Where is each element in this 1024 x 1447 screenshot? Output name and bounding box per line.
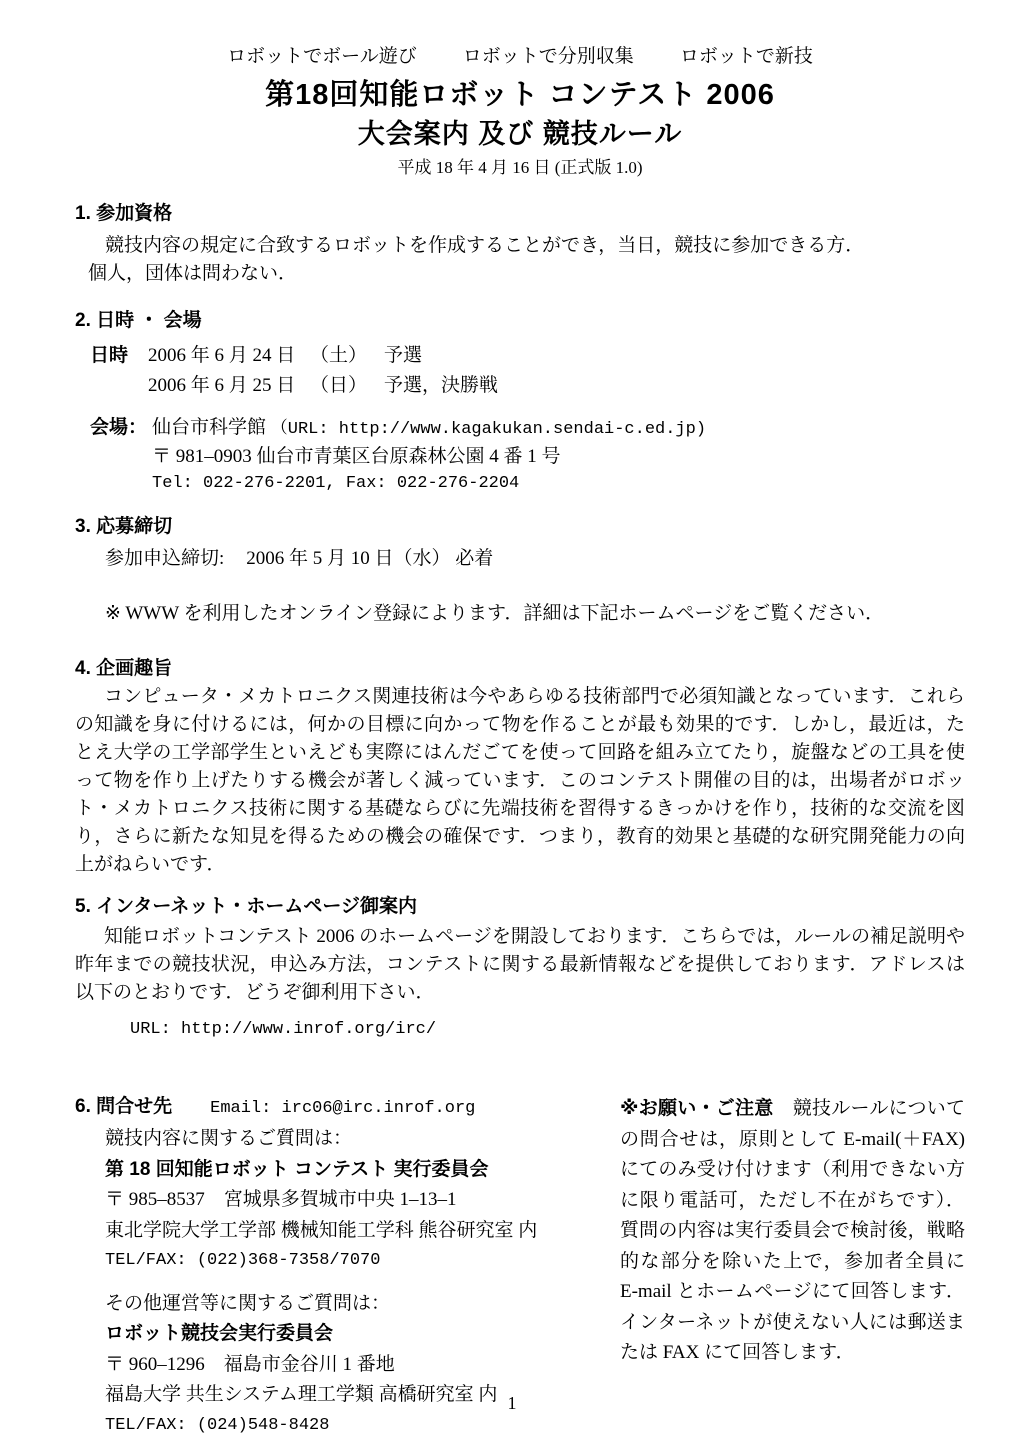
document-title: 第18回知能ロボット コンテスト 2006 (265, 79, 775, 111)
tagline (75, 46, 965, 68)
contact2-address1: 〒 960–1296 福島市金谷川 1 番地 (105, 1353, 395, 1375)
venue-block (90, 414, 965, 497)
datetime-row-1 (90, 341, 965, 371)
venue-name-line (152, 414, 706, 443)
tagline-phrase-3: ロボットで新技 (679, 46, 813, 67)
contact2-intro: その他運営等に関するご質問は： (105, 1292, 391, 1314)
contact-gap (75, 1277, 620, 1289)
contact2-address2: 福島大学 共生システム理工学類 高橋研究室 内 (105, 1384, 498, 1405)
deadline-value: 2006 年 5 月 10 日（水） 必着 (246, 548, 494, 569)
section1-heading: 1. 参加資格 (75, 203, 173, 224)
datetime-block (90, 341, 965, 401)
registration-note: ※ WWW を利用したオンライン登録によります．詳細は下記ホームページをご覧ください． (105, 603, 885, 624)
contact-column (75, 1092, 620, 1441)
contact1-intro: 競技内容に関するご質問は： (105, 1128, 353, 1149)
notice-text: 競技ルールについての問合せは，原則として E-mail(＋FAX) にてのみ受け付けます（利用できない方に限り電話可，ただし不在がちです）．質問の内容は実行委員会で検討後，戦略的な部分を除いた上で，参加者全員に E-mail とホームページにて回答します．インターネットが使えない人には郵送または FAX にて回答します． (620, 1098, 965, 1363)
contest-url: URL: http://www.inrof.org/irc/ (130, 1020, 437, 1039)
contact-email: Email: irc06@irc.inrof.org (210, 1099, 476, 1118)
datetime-row-2 (90, 371, 965, 401)
event-2: 予選，決勝戦 (384, 375, 499, 396)
tagline-phrase-2: ロボットで分別収集 (462, 46, 634, 67)
contact2-organization: ロボット競技会実行委員会 (105, 1323, 334, 1344)
deadline-label: 参加申込締切: (105, 548, 225, 569)
section1-line2: 個人，団体は問わない． (88, 263, 298, 284)
contact-block-1 (105, 1124, 620, 1277)
event-1: 予選 (384, 345, 423, 366)
weekday-1: （土） (310, 345, 368, 366)
venue-url: （URL: http://www.kagakukan.sendai-c.ed.jp) (270, 420, 707, 439)
date-2: 2006 年 6 月 25 日 (148, 375, 296, 396)
section5-heading: 5. インターネット・ホームページ御案内 (75, 896, 418, 917)
purpose-paragraph: コンピュータ・メカトロニクス関連技術は今やあらゆる技術部門で必須知識となっています．これらの知識を身に付けるには，何かの目標に向かって物を作ることが最も効果的です．しかし，最近は，たとえ大学の工学部学生といえども実際にはんだごてを使って回路を組み立てたり，旋盤などの工具を使って物を作り上げたりする機会が著しく減っています．このコンテスト開催の目的は，出場者がロボット・メカトロニクス技術に関する基礎ならびに先端技術を習得するきっかけを作り，技術的な交流を図り，さらに新たな知見を得るための機会の確保です．つまり，教育的効果と基礎的な研究開発能力の向上がねらいです． (75, 686, 965, 875)
section1-line1: 競技内容の規定に合致するロボットを作成することができ，当日，競技に参加できる方． (105, 235, 865, 256)
deadline-line (105, 545, 965, 573)
section6-heading: 6. 問合せ先 (75, 1096, 173, 1117)
date-1: 2006 年 6 月 24 日 (148, 345, 296, 366)
venue-label: 会場： (90, 417, 148, 438)
page-number: 1 (507, 1393, 517, 1413)
notice-paragraph (620, 1094, 965, 1369)
homepage-paragraph: 知能ロボットコンテスト 2006 のホームページを開設しております．こちらでは，ルールの補足説明や昨年までの競技状況，申込み方法，コンテストに関する最新情報などを提供しております．アドレスは以下のとおりです．どうぞ御利用下さい． (75, 926, 965, 1003)
version-line: 平成 18 年 4 月 16 日 (正式版 1.0) (397, 158, 643, 177)
notice-column (620, 1092, 965, 1441)
section4-heading: 4. 企画趣旨 (75, 658, 173, 679)
contact2-telfax: TEL/FAX: (024)548-8428 (105, 1415, 330, 1435)
section3-heading: 3. 応募締切 (75, 516, 173, 537)
contact-block-2 (105, 1289, 620, 1442)
venue-tel-fax: Tel: 022-276-2201, Fax: 022-276-2204 (152, 474, 520, 493)
contact1-telfax: TEL/FAX: (022)368-7358/7070 (105, 1251, 381, 1270)
section6-heading-line (75, 1092, 620, 1124)
section1-body (88, 232, 965, 288)
datetime-label: 日時 (90, 345, 129, 366)
section2-heading: 2. 日時 ・ 会場 (75, 310, 202, 331)
venue-details (152, 414, 706, 497)
document-subtitle: 大会案内 及び 競技ルール (357, 119, 683, 149)
notice-label: ※お願い・ご注意 (620, 1098, 774, 1119)
weekday-2: （日） (310, 375, 368, 396)
contact1-address1: 〒 985–8537 宮城県多賀城市中央 1–13–1 (105, 1189, 457, 1210)
contact1-address2: 東北学院大学工学部 機械知能工学科 熊谷研究室 内 (105, 1219, 538, 1241)
venue-address: 〒 981–0903 仙台市青葉区台原森林公園 4 番 1 号 (152, 446, 561, 467)
contact1-organization: 第 18 回知能ロボット コンテスト 実行委員会 (105, 1158, 489, 1180)
tagline-phrase-1: ロボットでボール遊び (227, 46, 417, 67)
venue-name: 仙台市科学館 (152, 417, 267, 438)
section6-columns (75, 1092, 965, 1441)
